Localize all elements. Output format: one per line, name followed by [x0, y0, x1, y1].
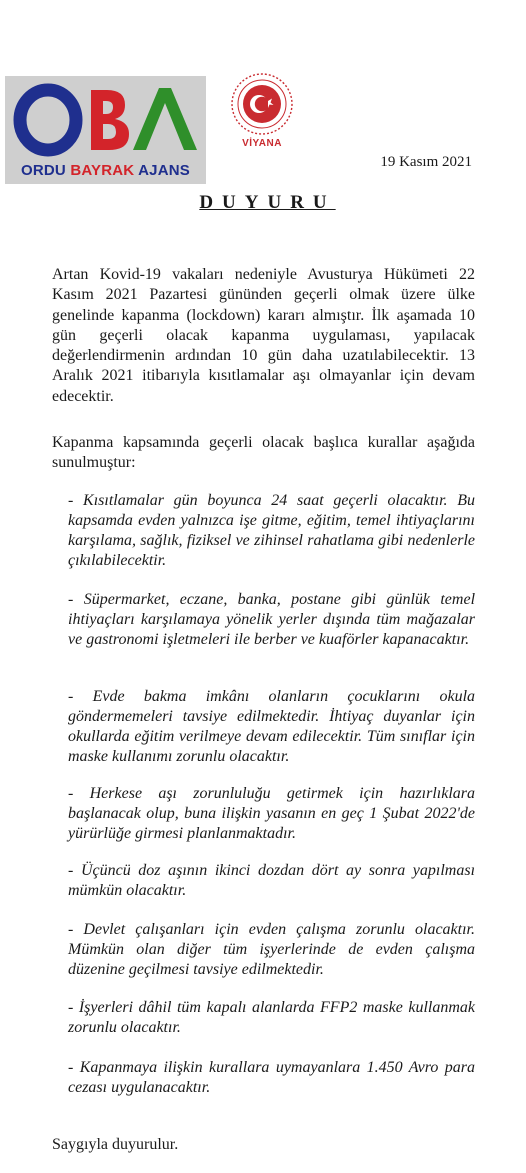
logo-brand-text — [5, 162, 206, 179]
closing-line: Saygıyla duyurulur. — [52, 1136, 179, 1153]
logo-text-part2: BAYRAK — [70, 162, 135, 179]
rule-item-text: Herkese aşı zorunluluğu getirmek için hazırlıklara başlanacak olup, buna ilişkin yasanın en geç 1 Şubat 2022'de yürürlüğe girmesi planlanmaktadır. — [68, 785, 476, 842]
rule-item: - Süpermarket, eczane, banka, postane gibi günlük temel ihtiyaçları karşılamaya yönelik yerler dışında tüm mağazalar ve gastronomi işletmeleri ile berber ve kuaförler kapanacaktır. — [68, 591, 476, 648]
rule-item-text: Devlet çalışanları için evden çalışma zorunlu olacaktır. Mümkün olan diğer tüm işyerlerinde de evden çalışma düzenine geçilmesi tavsiye edilmektedir. — [68, 921, 476, 978]
rule-item: - İşyerleri dâhil tüm kapalı alanlarda FFP2 maske kullanmak zorunlu olacaktır. — [68, 999, 476, 1036]
embassy-seal — [228, 72, 296, 152]
rule-item-text: Kapanmaya ilişkin kurallara uymayanlara 1.450 Avro para cezası uygulanacaktır. — [68, 1059, 476, 1096]
document-date: 19 Kasım 2021 — [380, 154, 472, 170]
logo-text-part3: AJANS — [134, 162, 190, 179]
oba-logo — [5, 76, 206, 184]
rule-item-text: Evde bakma imkânı olanların çocuklarını okula göndermemeleri tavsiye edilmektedir. İhtiyaç duyanlar için okullarda eğitim verilmeye devam edilecektir. Tüm sınıflar için maske kullanımı zorunlu olacaktır. — [68, 688, 476, 765]
rule-item-text: İşyerleri dâhil tüm kapalı alanlarda FFP2 maske kullanmak zorunlu olacaktır. — [68, 999, 476, 1036]
rule-item-text: Süpermarket, eczane, banka, postane gibi günlük temel ihtiyaçları karşılamaya yönelik yerler dışında tüm mağazalar ve gastronomi işletmeleri ile berber ve kuaförler kapanacaktır. — [68, 591, 476, 648]
seal-city-label: VİYANA — [242, 138, 282, 149]
rule-item: - Üçüncü doz aşının ikinci dozdan dört ay sonra yapılması mümkün olacaktır. — [68, 862, 476, 899]
rules-intro-paragraph: Kapanma kapsamında geçerli olacak başlıca kurallar aşağıda sunulmuştur: — [52, 434, 475, 472]
document-title: DUYURU — [199, 192, 336, 213]
rule-item: - Devlet çalışanları için evden çalışma zorunlu olacaktır. Mümkün olan diğer tüm işyerlerinde de evden çalışma düzenine geçilmesi tavsiye edilmektedir. — [68, 921, 476, 978]
seal-emblem-icon — [228, 72, 296, 136]
rule-item: - Herkese aşı zorunluluğu getirmek için hazırlıklara başlanacak olup, buna ilişkin yasanın en geç 1 Şubat 2022'de yürürlüğe girmesi planlanmaktadır. — [68, 785, 476, 842]
rule-item-text: Üçüncü doz aşının ikinci dozdan dört ay sonra yapılması mümkün olacaktır. — [68, 862, 476, 899]
intro-paragraph: Artan Kovid-19 vakaları nedeniyle Avusturya Hükümeti 22 Kasım 2021 Pazartesi gününden geçerli olmak üzere ülke genelinde kapanma (lockdown) kararı almıştır. İlk aşamada 10 gün geçerli olacak kapanma uygulaması, yapılacak değerlendirmenin ardından 10 gün daha uzatılabilecektir. 13 Aralık 2021 itibarıyla kısıtlamalar aşı olmayanlar için devam edecektir. — [52, 266, 475, 405]
rule-item: - Kısıtlamalar gün boyunca 24 saat geçerli olacaktır. Bu kapsamda evden yalnızca işe gitme, eğitim, temel ihtiyaçlarını karşılama, sağlık, fiziksel ve zihinsel rahatlama gibi nedenlerle çıkılabilecektir. — [68, 492, 476, 569]
rule-item-text: Kısıtlamalar gün boyunca 24 saat geçerli olacaktır. Bu kapsamda evden yalnızca işe gitme, eğitim, temel ihtiyaçlarını karşılama, sağlık, fiziksel ve zihinsel rahatlama gibi nedenlerle çıkılabilecektir. — [68, 492, 476, 569]
rule-item: - Evde bakma imkânı olanların çocuklarını okula göndermemeleri tavsiye edilmektedir. İhtiyaç duyanlar için okullarda eğitim verilmeye devam edilecektir. Tüm sınıflar için maske kullanımı zorunlu olacaktır. — [68, 688, 476, 765]
logo-text-part1: ORDU — [21, 162, 71, 179]
rule-item: - Kapanmaya ilişkin kurallara uymayanlara 1.450 Avro para cezası uygulanacaktır. — [68, 1059, 476, 1096]
